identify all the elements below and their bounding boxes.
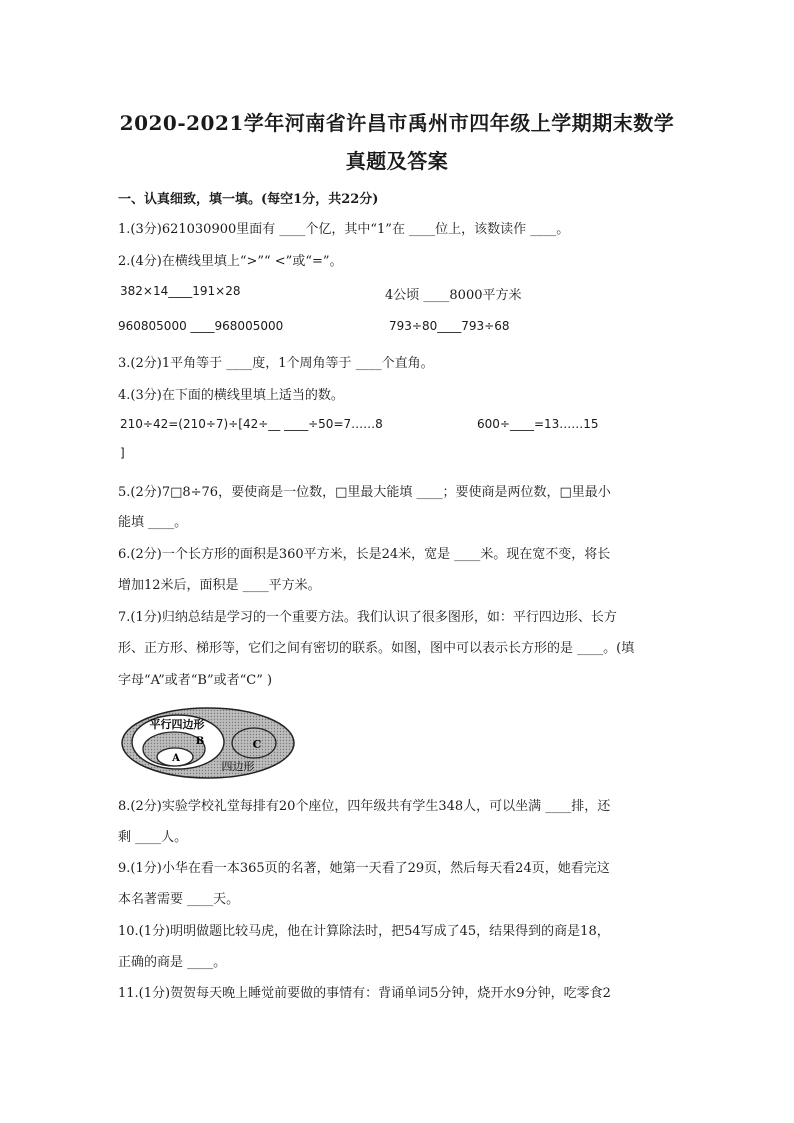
question-11-line1: 11.(1分)贺贺每天晚上睡觉前要做的事情有：背诵单词5分钟，烧开水9分钟，吃零食2 (118, 986, 611, 1001)
question-6-line2: 增加12米后，面积是 ____平方米。 (118, 578, 321, 593)
question-2: 2.(4分)在横线里填上“>”“ <”或“=”。 (118, 254, 343, 269)
document-title-line2: 真题及答案 (345, 149, 449, 173)
question-5-line2: 能填 ____。 (118, 515, 188, 530)
question-8-line2: 剩 ____人。 (118, 830, 188, 845)
question-7-line1: 7.(1分)归纳总结是学习的一个重要方法。我们认识了很多图形，如：平行四边形、长方 (118, 610, 617, 625)
question-2-item-c: 960805000 ____968005000 (118, 319, 284, 333)
section-heading: 一、认真细致，填一填。(每空1分，共22分) (118, 192, 379, 207)
question-7-line3: 字母“A”或者“B”或者“C” ) (118, 673, 273, 688)
label-parallelogram: 平行四边形 (149, 718, 205, 731)
question-10-line2: 正确的商是 ____。 (118, 955, 227, 970)
question-9-line2: 本名著需要 ____天。 (118, 892, 240, 907)
question-8-line1: 8.(2分)实验学校礼堂每排有20个座位，四年级共有学生348人，可以坐满 ____排，还 (118, 799, 611, 814)
quadrilateral-venn-diagram (120, 706, 296, 780)
question-4-item-a: 210÷42=(210÷7)÷[42÷__ ____÷50=7……8 (120, 417, 383, 431)
question-4: 4.(3分)在下面的横线里填上适当的数。 (118, 388, 344, 403)
document-title-line1: 2020-2021学年河南省许昌市禹州市四年级上学期期末数学 (119, 111, 675, 135)
question-9-line1: 9.(1分)小华在看一本365页的名著，她第一天看了29页，然后每天看24页，她看完这 (118, 861, 610, 876)
question-5-line1: 5.(2分)7□8÷76，要使商是一位数，□里最大能填 ____；要使商是两位数，□里最小 (118, 485, 611, 500)
question-7-line2: 形、正方形、梯形等，它们之间有密切的联系。如图，图中可以表示长方形的是 ____。(填 (118, 641, 635, 656)
question-2-item-d: 793÷80____793÷68 (389, 319, 510, 333)
question-10-line1: 10.(1分)明明做题比较马虎，他在计算除法时，把54写成了45，结果得到的商是18， (118, 924, 610, 939)
question-6-line1: 6.(2分)一个长方形的面积是360平方米，长是24米，宽是 ____米。现在宽不变，将长 (118, 547, 611, 562)
label-quadrilateral: 四边形 (221, 760, 255, 773)
question-3: 3.(2分)1平角等于 ____度，1个周角等于 ____个直角。 (118, 356, 434, 371)
question-1: 1.(3分)621030900里面有 ____个亿，其中“1”在 ____位上，该数读作 ____。 (118, 222, 570, 237)
label-a: A (172, 753, 180, 764)
question-2-item-a: 382×14____191×28 (120, 284, 241, 298)
question-4-bracket: ] (120, 446, 125, 460)
question-4-item-b: 600÷____=13……15 (477, 417, 599, 431)
question-2-item-b: 4公顷 ____8000平方米 (385, 288, 522, 303)
label-b: B (195, 736, 205, 747)
label-c: C (252, 738, 262, 751)
